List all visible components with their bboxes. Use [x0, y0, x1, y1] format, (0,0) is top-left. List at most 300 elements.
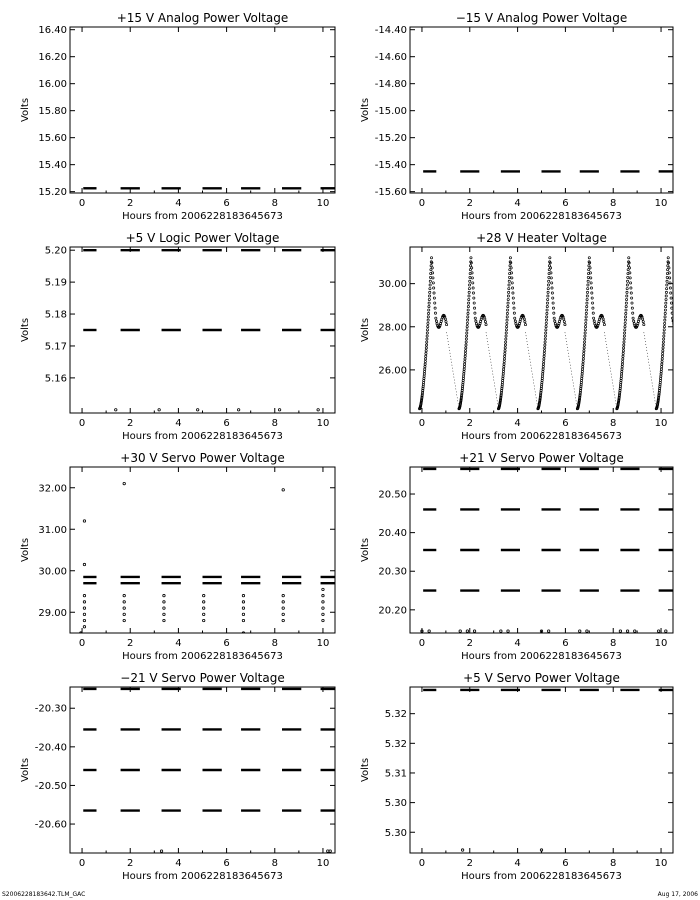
data-point — [586, 630, 588, 632]
data-point — [431, 267, 433, 269]
data-point — [662, 352, 664, 354]
y-tick-label: 15.80 — [38, 106, 67, 118]
x-tick-label: 2 — [466, 638, 473, 649]
data-point — [662, 341, 664, 343]
data-point — [433, 292, 435, 294]
chart-title: −21 V Servo Power Voltage — [120, 671, 285, 685]
data-point — [665, 305, 667, 307]
data-point — [432, 277, 434, 279]
data-point — [505, 332, 507, 334]
data-point — [423, 370, 425, 372]
x-tick-label: 2 — [466, 198, 473, 209]
data-point — [620, 375, 622, 377]
data-point — [632, 317, 634, 319]
data-point — [678, 316, 680, 318]
x-axis-label: Hours from 2006228183645673 — [122, 651, 283, 662]
data-point — [485, 324, 487, 326]
data-point — [425, 352, 427, 354]
y-axis-label: Volts — [360, 537, 371, 563]
data-point — [506, 319, 508, 321]
data-point — [123, 601, 125, 603]
data-point — [242, 594, 244, 596]
data-point — [597, 322, 599, 324]
y-tick-label: -20.30 — [34, 703, 67, 715]
data-point — [546, 302, 548, 304]
y-tick-label: 5.19 — [44, 277, 67, 289]
data-point — [505, 329, 507, 331]
y-tick-label: -20.40 — [34, 742, 67, 754]
data-point — [543, 352, 545, 354]
data-point — [673, 323, 675, 325]
data-point — [203, 607, 205, 609]
x-tick-label: 0 — [78, 198, 86, 209]
data-point — [631, 302, 633, 304]
x-tick-label: 0 — [418, 638, 426, 649]
data-point — [629, 282, 631, 284]
data-point — [549, 257, 551, 259]
data-point — [542, 368, 544, 370]
data-point — [546, 316, 548, 318]
x-tick-label: 8 — [271, 198, 278, 209]
data-point — [583, 341, 585, 343]
data-point — [474, 312, 476, 314]
data-point — [591, 292, 593, 294]
x-tick-label: 2 — [127, 858, 134, 869]
data-point — [603, 324, 605, 326]
data-point — [468, 298, 470, 300]
y-tick-label: -20.50 — [34, 780, 67, 792]
data-point — [428, 298, 430, 300]
data-point — [426, 341, 428, 343]
x-tick-label: 6 — [223, 858, 230, 869]
x-tick-label: 8 — [610, 418, 617, 429]
data-point — [624, 322, 626, 324]
data-point — [581, 370, 583, 372]
data-point — [662, 350, 664, 352]
data-point — [445, 321, 447, 323]
y-tick-label: 5.17 — [44, 341, 67, 353]
data-point — [544, 335, 546, 337]
data-point — [203, 594, 205, 596]
data-point — [440, 322, 442, 324]
data-point — [551, 282, 553, 284]
data-point — [666, 276, 668, 278]
data-drop — [565, 332, 577, 409]
x-tick-label: 8 — [271, 858, 278, 869]
chart-panel-4 — [360, 231, 696, 442]
data-point — [242, 619, 244, 621]
x-tick-label: 6 — [562, 638, 569, 649]
y-tick-label: 15.20 — [38, 187, 67, 199]
data-point — [427, 326, 429, 328]
data-point — [469, 280, 471, 282]
data-point — [629, 272, 631, 274]
data-point — [432, 282, 434, 284]
y-tick-label: 5.30 — [384, 827, 407, 839]
x-axis-label: Hours from 2006228183645673 — [461, 431, 622, 442]
data-point — [622, 355, 624, 357]
x-tick-label: 6 — [562, 198, 569, 209]
data-point — [671, 307, 673, 309]
data-point — [503, 368, 505, 370]
data-point — [563, 321, 565, 323]
data-point — [504, 350, 506, 352]
data-point — [660, 375, 662, 377]
data-point — [631, 297, 633, 299]
plot-frame — [410, 687, 673, 853]
data-point — [123, 482, 125, 484]
data-point — [474, 317, 476, 319]
data-point — [541, 375, 543, 377]
data-point — [643, 324, 645, 326]
data-point — [621, 363, 623, 365]
data-point — [465, 338, 467, 340]
data-point — [424, 368, 426, 370]
data-drop — [604, 332, 616, 409]
data-point — [545, 319, 547, 321]
data-point — [479, 322, 481, 324]
x-tick-label: 10 — [654, 638, 668, 649]
data-point — [543, 350, 545, 352]
data-point — [282, 613, 284, 615]
data-point — [661, 366, 663, 368]
data-point — [505, 341, 507, 343]
data-point — [621, 370, 623, 372]
data-point — [585, 309, 587, 311]
data-point — [322, 607, 324, 609]
x-tick-label: 4 — [514, 418, 521, 429]
data-point — [625, 298, 627, 300]
data-point — [502, 375, 504, 377]
footer-filename: S2006228183642.TLM_GAC — [2, 891, 86, 898]
data-point — [542, 370, 544, 372]
data-point — [546, 305, 548, 307]
data-point — [682, 321, 684, 323]
data-point — [549, 267, 551, 269]
data-point — [503, 363, 505, 365]
x-tick-label: 6 — [562, 858, 569, 869]
data-point — [508, 291, 510, 293]
data-point — [664, 312, 666, 314]
data-point — [468, 284, 470, 286]
data-point — [424, 358, 426, 360]
data-point — [523, 318, 525, 320]
x-tick-label: 0 — [78, 858, 86, 869]
y-tick-label: 32.00 — [38, 483, 67, 495]
data-point — [428, 630, 430, 632]
data-point — [472, 282, 474, 284]
data-point — [506, 322, 508, 324]
data-point — [462, 377, 464, 379]
data-point — [542, 373, 544, 375]
data-point — [660, 370, 662, 372]
data-point — [583, 352, 585, 354]
x-tick-label: 10 — [316, 858, 330, 869]
data-point — [430, 257, 432, 259]
data-point — [472, 287, 474, 289]
data-point — [467, 305, 469, 307]
data-point — [623, 341, 625, 343]
data-point — [593, 317, 595, 319]
x-tick-label: 4 — [514, 638, 521, 649]
data-point — [473, 302, 475, 304]
data-point — [427, 312, 429, 314]
data-point — [550, 272, 552, 274]
x-tick-label: 8 — [610, 638, 617, 649]
data-point — [425, 347, 427, 349]
data-point — [621, 368, 623, 370]
data-point — [662, 347, 664, 349]
data-point — [467, 302, 469, 304]
data-point — [507, 295, 509, 297]
data-point — [666, 288, 668, 290]
data-point — [428, 295, 430, 297]
data-point — [581, 375, 583, 377]
data-point — [670, 292, 672, 294]
x-tick-label: 0 — [78, 418, 86, 429]
data-point — [507, 302, 509, 304]
y-tick-label: -15.20 — [374, 133, 407, 145]
data-point — [203, 619, 205, 621]
x-tick-label: 4 — [175, 198, 182, 209]
data-point — [427, 316, 429, 318]
data-point — [667, 257, 669, 259]
data-point — [633, 320, 635, 322]
data-point — [670, 297, 672, 299]
y-tick-label: 5.30 — [384, 798, 407, 810]
data-point — [465, 341, 467, 343]
data-point — [463, 363, 465, 365]
data-point — [642, 318, 644, 320]
data-point — [465, 347, 467, 349]
data-point — [317, 409, 319, 411]
x-tick-label: 0 — [78, 638, 86, 649]
y-tick-label: -14.80 — [374, 79, 407, 91]
y-tick-label: 31.00 — [38, 524, 67, 536]
data-point — [469, 276, 471, 278]
y-tick-label: 28.00 — [378, 322, 407, 334]
y-tick-label: -15.60 — [374, 187, 407, 199]
data-point — [626, 291, 628, 293]
data-point — [589, 272, 591, 274]
data-point — [546, 312, 548, 314]
data-point — [83, 619, 85, 621]
data-point — [466, 319, 468, 321]
x-tick-label: 6 — [223, 418, 230, 429]
data-point — [588, 257, 590, 259]
x-tick-label: 2 — [466, 418, 473, 429]
data-point — [624, 319, 626, 321]
y-tick-label: 20.20 — [378, 605, 407, 617]
data-layer — [83, 689, 335, 852]
data-point — [550, 277, 552, 279]
data-point — [429, 288, 431, 290]
data-point — [507, 298, 509, 300]
y-tick-label: 16.40 — [38, 25, 67, 37]
data-point — [551, 287, 553, 289]
data-point — [591, 297, 593, 299]
data-point — [587, 280, 589, 282]
chart-title: +30 V Servo Power Voltage — [120, 451, 285, 465]
y-axis-label: Volts — [360, 757, 371, 783]
data-point — [544, 344, 546, 346]
data-point — [664, 316, 666, 318]
y-axis-label: Volts — [360, 317, 371, 343]
data-point — [541, 377, 543, 379]
data-point — [624, 329, 626, 331]
data-point — [435, 317, 437, 319]
data-point — [622, 352, 624, 354]
data-point — [627, 276, 629, 278]
data-point — [623, 332, 625, 334]
chart-panel-2 — [360, 11, 673, 222]
data-point — [322, 613, 324, 615]
data-layer — [80, 482, 335, 634]
data-point — [620, 377, 622, 379]
data-point — [669, 287, 671, 289]
data-point — [657, 630, 659, 632]
chart-title: +5 V Servo Power Voltage — [463, 671, 620, 685]
data-point — [665, 302, 667, 304]
data-point — [625, 309, 627, 311]
x-tick-label: 8 — [610, 198, 617, 209]
data-point — [626, 284, 628, 286]
data-point — [669, 277, 671, 279]
data-point — [426, 338, 428, 340]
data-point — [629, 277, 631, 279]
data-point — [463, 368, 465, 370]
data-point — [426, 332, 428, 334]
data-point — [282, 607, 284, 609]
data-point — [581, 368, 583, 370]
x-tick-label: 0 — [418, 418, 426, 429]
chart-panel-1 — [20, 11, 335, 222]
data-point — [548, 280, 550, 282]
data-point — [428, 302, 430, 304]
data-point — [668, 272, 670, 274]
data-point — [675, 326, 677, 328]
y-tick-label: -15.00 — [374, 106, 407, 118]
y-tick-label: -20.60 — [34, 819, 67, 831]
data-point — [424, 366, 426, 368]
data-point — [434, 307, 436, 309]
chart-panel-5 — [20, 451, 335, 662]
y-tick-label: 5.32 — [384, 738, 407, 750]
y-tick-label: 20.30 — [378, 566, 407, 578]
plot-frame — [70, 27, 335, 193]
data-point — [668, 267, 670, 269]
data-point — [502, 373, 504, 375]
data-point — [158, 409, 160, 411]
data-point — [670, 302, 672, 304]
data-point — [587, 288, 589, 290]
data-point — [590, 282, 592, 284]
data-point — [511, 287, 513, 289]
data-point — [435, 320, 437, 322]
chart-panel-8 — [360, 671, 673, 882]
data-point — [628, 257, 630, 259]
data-point — [506, 316, 508, 318]
data-point — [665, 298, 667, 300]
data-point — [431, 272, 433, 274]
footer-date: Aug 17, 2006 — [657, 891, 698, 898]
data-point — [586, 302, 588, 304]
data-point — [585, 312, 587, 314]
y-tick-label: 16.00 — [38, 79, 67, 91]
chart-title: +21 V Servo Power Voltage — [459, 451, 624, 465]
data-point — [425, 355, 427, 357]
data-point — [663, 335, 665, 337]
data-point — [163, 607, 165, 609]
data-layer — [421, 469, 673, 632]
data-point — [242, 601, 244, 603]
data-point — [512, 292, 514, 294]
data-point — [676, 322, 678, 324]
data-point — [466, 630, 468, 632]
data-point — [464, 355, 466, 357]
x-axis-label: Hours from 2006228183645673 — [461, 651, 622, 662]
data-drop — [486, 332, 498, 409]
data-point — [674, 326, 676, 328]
data-point — [665, 295, 667, 297]
data-point — [682, 324, 684, 326]
data-point — [540, 849, 542, 851]
data-point — [278, 409, 280, 411]
data-point — [467, 309, 469, 311]
y-tick-label: 5.16 — [44, 373, 67, 385]
data-point — [423, 373, 425, 375]
x-tick-label: 4 — [514, 198, 521, 209]
data-point — [514, 317, 516, 319]
data-point — [524, 321, 526, 323]
x-tick-label: 4 — [514, 858, 521, 869]
data-point — [467, 316, 469, 318]
data-point — [473, 307, 475, 309]
chart-title: +5 V Logic Power Voltage — [125, 231, 280, 245]
data-point — [510, 272, 512, 274]
data-point — [433, 297, 435, 299]
data-point — [475, 320, 477, 322]
data-point — [625, 312, 627, 314]
data-point — [434, 312, 436, 314]
data-point — [484, 318, 486, 320]
data-point — [463, 373, 465, 375]
data-point — [468, 291, 470, 293]
x-tick-label: 6 — [223, 638, 230, 649]
data-point — [623, 344, 625, 346]
data-point — [642, 321, 644, 323]
data-point — [462, 375, 464, 377]
data-point — [471, 267, 473, 269]
data-layer — [423, 690, 673, 851]
y-tick-label: 20.40 — [378, 528, 407, 540]
data-point — [513, 307, 515, 309]
data-point — [583, 344, 585, 346]
y-tick-label: 5.31 — [384, 768, 407, 780]
data-point — [626, 630, 628, 632]
data-point — [676, 324, 678, 326]
data-point — [544, 347, 546, 349]
y-axis-label: Volts — [20, 317, 31, 343]
x-axis-label: Hours from 2006228183645673 — [122, 871, 283, 882]
data-point — [518, 322, 520, 324]
data-point — [282, 594, 284, 596]
data-point — [637, 320, 639, 322]
data-point — [428, 309, 430, 311]
data-point — [445, 324, 447, 326]
data-point — [508, 280, 510, 282]
data-point — [547, 284, 549, 286]
